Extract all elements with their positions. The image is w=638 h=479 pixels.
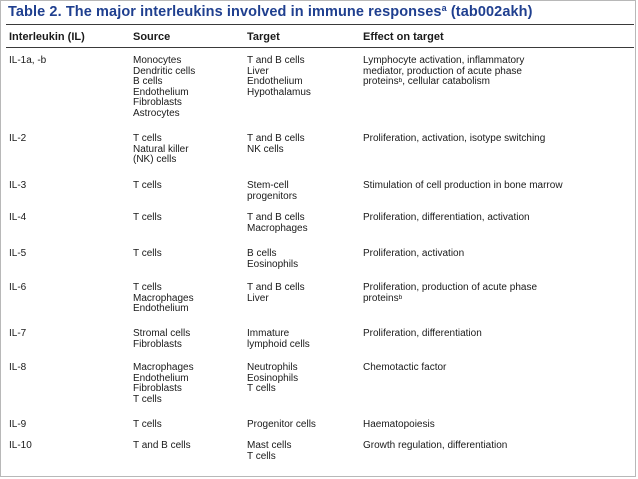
top-rule: [6, 24, 634, 25]
target-cell: [247, 249, 298, 270]
source-line: T cells: [133, 419, 162, 430]
source-line: Macrophages: [133, 292, 194, 304]
target-line: T cells: [247, 450, 276, 462]
header-effect: Effect on target: [363, 31, 444, 43]
effect-cell: [363, 363, 446, 374]
target-line: T and B cells: [247, 55, 305, 66]
source-cell: [133, 181, 162, 192]
target-line: Progenitor cells: [247, 419, 316, 430]
source-cell: [133, 420, 162, 431]
effect-line: [363, 420, 435, 431]
target-line: Liver: [247, 292, 269, 304]
title-text: Table 2. The major interleukins involved in immune responses: [8, 4, 442, 20]
source-line: Dendritic cells: [133, 65, 196, 77]
effect-cell: [363, 249, 464, 260]
target-cell: [247, 329, 310, 350]
interleukin-name: IL-4: [9, 212, 27, 223]
interleukin-cell: [9, 363, 26, 374]
source-cell: [133, 329, 190, 350]
interleukin-name: IL-6: [9, 282, 27, 293]
effect-line: [363, 294, 537, 305]
interleukin-cell: [9, 249, 26, 260]
effect-line: [363, 77, 524, 88]
table-title: [8, 4, 632, 20]
footnote-marker: b: [398, 77, 403, 85]
effect-cell: [363, 56, 524, 88]
interleukin-cell: [9, 420, 26, 431]
target-line: NK cells: [247, 143, 284, 155]
interleukin-cell: [9, 56, 46, 67]
source-line: B cells: [133, 76, 163, 88]
source-line: Stromal cells: [133, 328, 191, 339]
target-cell: [247, 56, 311, 98]
effect-text: Proliferation, activation: [363, 248, 465, 259]
effect-text: Proliferation, differentiation, activation: [363, 212, 530, 223]
effect-cell: [363, 420, 435, 431]
effect-text: Proliferation, production of acute phase: [363, 282, 537, 293]
target-cell: [247, 134, 305, 155]
effect-cell: [363, 441, 507, 452]
source-line: T cells: [133, 133, 162, 144]
interleukin-cell: [9, 283, 26, 294]
effect-cell: [363, 213, 530, 224]
effect-line: [363, 441, 507, 452]
target-line: Stem-cell: [247, 180, 289, 191]
interleukin-name: IL-9: [9, 419, 27, 430]
effect-text: mediator, production of acute phase: [363, 65, 522, 77]
target-line: lymphoid cells: [247, 338, 310, 350]
target-cell: [247, 441, 291, 462]
header-target: Target: [247, 31, 280, 43]
target-line: progenitors: [247, 190, 298, 202]
source-line: T and B cells: [133, 440, 191, 451]
effect-text: Lymphocyte activation, inflammatory: [363, 55, 525, 66]
target-line: Eosinophils: [247, 258, 299, 270]
target-line: Mast cells: [247, 440, 292, 451]
interleukin-name: IL-1a, -b: [9, 55, 47, 66]
effect-cell: [363, 329, 482, 340]
target-line: Liver: [247, 65, 269, 77]
target-line: Macrophages: [247, 222, 308, 234]
target-cell: [247, 181, 297, 202]
effect-text: Stimulation of cell production in bone marrow: [363, 180, 563, 191]
effect-cell: [363, 283, 537, 304]
target-line: T and B cells: [247, 282, 305, 293]
title-superscript: a: [441, 3, 447, 13]
source-cell: [133, 249, 162, 260]
source-line: Endothelium: [133, 372, 189, 384]
target-line: T and B cells: [247, 212, 305, 223]
target-line: T and B cells: [247, 133, 305, 144]
source-line: Natural killer: [133, 143, 189, 155]
interleukin-name: IL-3: [9, 180, 27, 191]
source-cell: [133, 283, 194, 315]
source-line: Monocytes: [133, 55, 182, 66]
source-line: T cells: [133, 393, 162, 405]
interleukin-name: IL-10: [9, 440, 32, 451]
source-line: T cells: [133, 212, 162, 223]
effect-line: [363, 134, 545, 145]
interleukin-name: IL-2: [9, 133, 27, 144]
source-line: Fibroblasts: [133, 97, 182, 109]
source-line: T cells: [133, 248, 162, 259]
target-line: Neutrophils: [247, 362, 298, 373]
source-line: Fibroblasts: [133, 383, 182, 395]
target-line: Endothelium: [247, 76, 303, 88]
target-cell: [247, 283, 305, 304]
header-source: Source: [133, 31, 171, 43]
interleukin-name: IL-5: [9, 248, 27, 259]
effect-cell: [363, 134, 545, 145]
cropped-footnote: [10, 470, 630, 479]
target-cell: [247, 213, 308, 234]
source-line: Fibroblasts: [133, 338, 182, 350]
source-line: T cells: [133, 282, 162, 293]
interleukin-cell: [9, 329, 26, 340]
effect-text: proteins: [363, 292, 399, 304]
interleukin-name: IL-8: [9, 362, 27, 373]
effect-cell: [363, 181, 563, 192]
effect-text: Growth regulation, differentiation: [363, 440, 508, 451]
source-line: (NK) cells: [133, 154, 177, 166]
source-cell: [133, 363, 194, 405]
effect-line: [363, 363, 446, 374]
source-line: T cells: [133, 180, 162, 191]
title-suffix: (tab002akh): [446, 4, 533, 20]
effect-text: proteins: [363, 76, 399, 88]
target-line: B cells: [247, 248, 277, 259]
source-cell: [133, 213, 162, 224]
source-line: Endothelium: [133, 303, 189, 315]
source-cell: [133, 134, 189, 166]
footnote-marker: b: [398, 293, 403, 301]
effect-line: [363, 249, 464, 260]
interleukin-cell: [9, 441, 32, 452]
effect-text: , cellular catabolism: [402, 76, 491, 88]
effect-text: Proliferation, differentiation: [363, 328, 482, 339]
header-interleukin: Interleukin (IL): [9, 31, 85, 43]
effect-text: Proliferation, activation, isotype switching: [363, 133, 546, 144]
target-line: Hypothalamus: [247, 86, 311, 98]
effect-line: [363, 329, 482, 340]
target-line: Eosinophils: [247, 372, 299, 384]
interleukin-name: IL-7: [9, 328, 27, 339]
effect-line: [363, 213, 530, 224]
target-line: Immature: [247, 328, 290, 339]
source-line: Macrophages: [133, 362, 194, 373]
effect-line: [363, 181, 563, 192]
target-line: T cells: [247, 383, 276, 395]
target-cell: [247, 363, 298, 395]
interleukin-cell: [9, 134, 26, 145]
effect-text: Chemotactic factor: [363, 362, 447, 373]
interleukin-cell: [9, 213, 26, 224]
interleukin-cell: [9, 181, 26, 192]
source-cell: [133, 441, 191, 452]
target-cell: [247, 420, 316, 431]
source-cell: [133, 56, 195, 120]
effect-text: Haematopoiesis: [363, 419, 435, 430]
header-rule: [6, 47, 634, 48]
source-line: Endothelium: [133, 86, 189, 98]
source-line: Astrocytes: [133, 107, 180, 119]
